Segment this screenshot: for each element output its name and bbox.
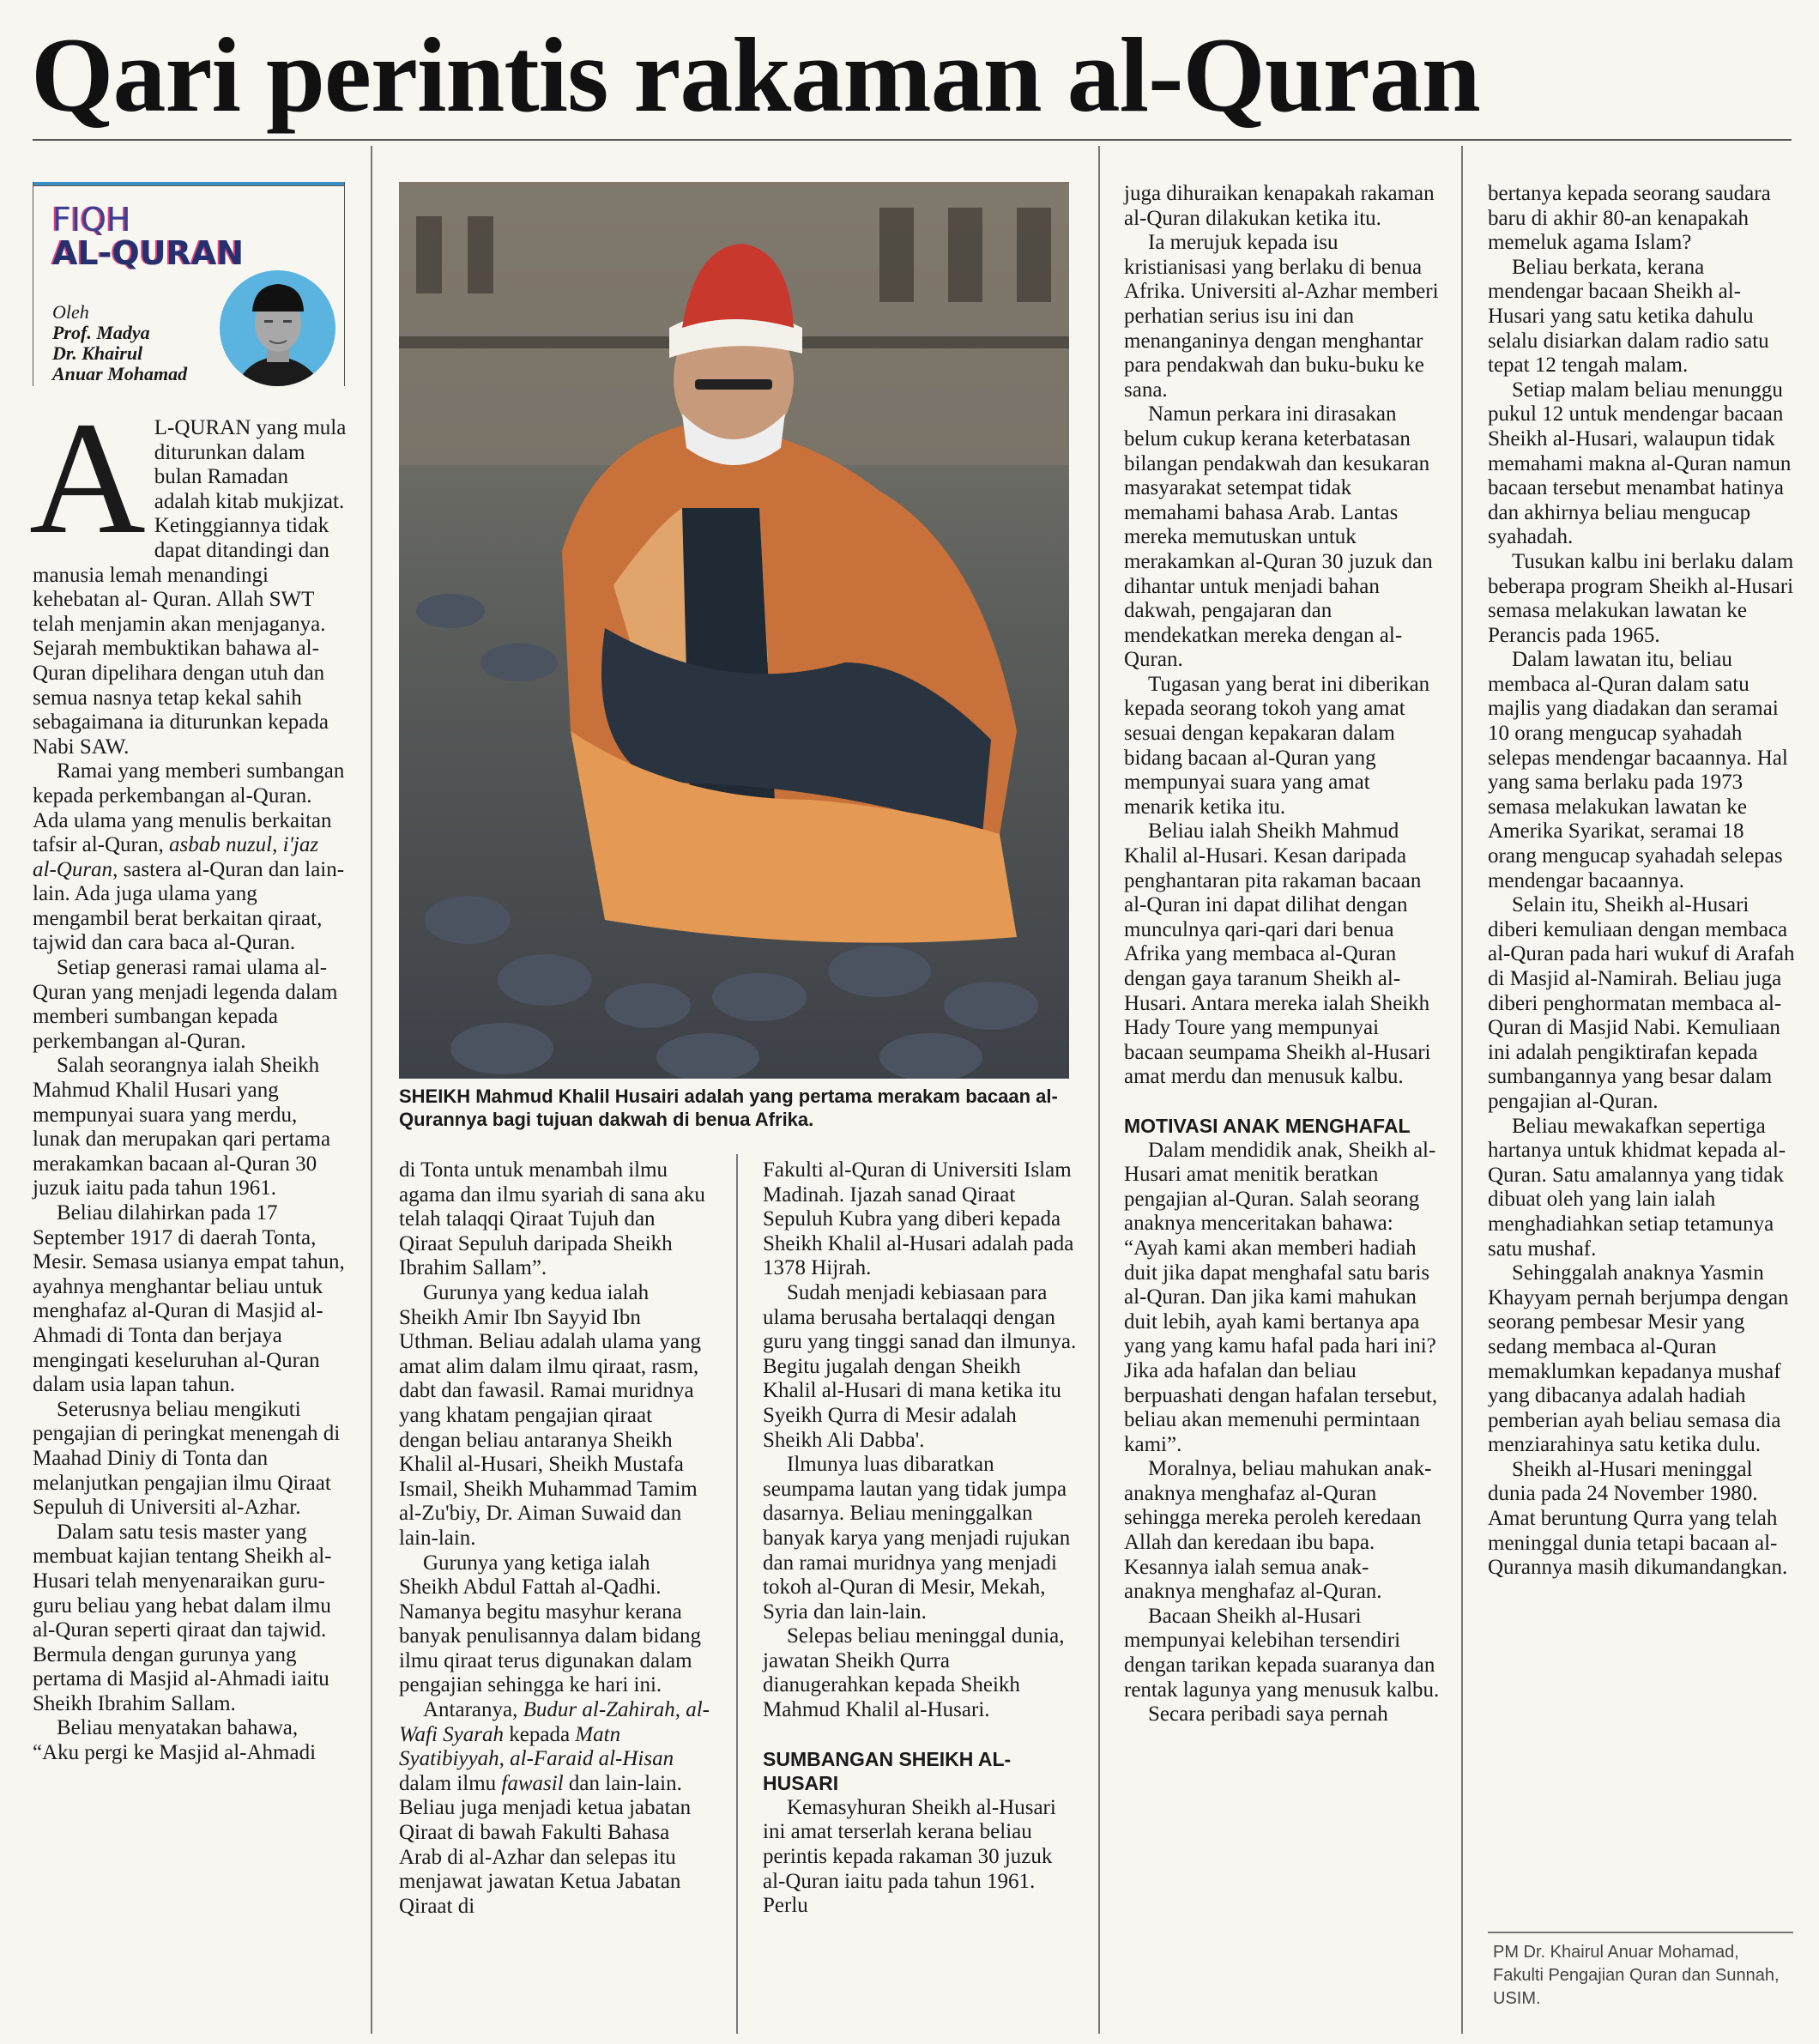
paragraph: Sheikh al-Husari meninggal dunia pada 24 November 1980. Amat beruntung Qurra yang telah meninggal dunia tetapi bacaan al-Qurannya masih dikumandangkan. bbox=[1488, 1457, 1788, 1580]
article-column-1 bbox=[29, 388, 347, 1766]
paragraph: L-QURAN yang mula diturunkan dalam bulan Ramadan adalah kitab mukjizat. Ketinggiannya tidak dapat ditandingi dan manusia lemah menandingi kehebatan al- Quran. Allah SWT telah menjamin akan menjaganya. Sejarah membuktikan bahawa al-Quran dipelihara dengan utuh dan semua nasnya tetap kekal sahih sebagaimana ia diturunkan kepada Nabi SAW. bbox=[33, 416, 347, 759]
italic-text: Matn Syatibiyyah, al-Faraid al-Hisan bbox=[399, 1722, 674, 1771]
author-portrait-icon bbox=[220, 270, 335, 386]
article-column-3 bbox=[763, 1158, 1077, 1919]
subheading: MOTIVASI ANAK MENGHAFAL bbox=[1124, 1114, 1411, 1137]
subheading: SUMBANGAN SHEIKH AL-HUSARI bbox=[763, 1747, 1012, 1795]
paragraph: Namun perkara ini dirasakan belum cukup kerana keterbatasan bilangan pendakwah dan kesukaran masyarakat setempat tidak memahami bahasa Arab. Lantas mereka memutuskan untuk merakamkan al-Quran 30 juzuk dan dihantar untuk menjadi bahan dakwah, pengajaran dan mendekatkan mereka dengan al-Quran. bbox=[1124, 402, 1433, 672]
section-label: AL-QURAN bbox=[52, 234, 245, 272]
box-accent-rule bbox=[33, 182, 344, 186]
author-name bbox=[52, 323, 215, 384]
paragraph: Sehinggalah anaknya Yasmin Khayyam pernah berjumpa dengan seorang pembesar Mesir yang sedang membaca al-Quran memaklumkan kepadanya mushaf yang dibacanya adalah hadiah pemberian ayah beliau semasa dia menziarahinya satu ketika dulu. bbox=[1488, 1261, 1789, 1457]
paragraph: Setiap generasi ramai ulama al-Quran yang menjadi legenda dalam memberi sumbangan kepada perkembangan al-Quran. bbox=[33, 956, 338, 1053]
italic-text: fawasil bbox=[501, 1771, 564, 1795]
photo-caption: SHEIKH Mahmud Khalil Husairi adalah yang pertama merakam bacaan al-Qurannya bagi tujuan dakwah di benua Afrika. bbox=[399, 1085, 1058, 1130]
paragraph: Gurunya yang ketiga ialah Sheikh Abdul Fattah al-Qadhi. Namanya begitu masyhur kerana banyak penulisannya dalam bidang ilmu qiraat terus digunakan dalam pengajian sehingga ke hari ini. bbox=[399, 1551, 701, 1697]
paragraph: Beliau ialah Sheikh Mahmud Khalil al-Husari. Kesan daripada penghantaran pita rakaman bacaan al-Quran ini dapat dilihat dengan munculnya qari-qari dari benua Afrika yang membaca al-Quran dengan gaya taranum Sheikh al-Husari. Antara mereka ialah Sheikh Hady Toure yang mempunyai bacaan seumpama Sheikh al-Husari amat merdu dan menusuk kalbu. bbox=[1124, 819, 1431, 1089]
paragraph: Selepas beliau meninggal dunia, jawatan Sheikh Qurra dianugerahkan kepada Sheikh Mahmud Khalil al-Husari. bbox=[763, 1624, 1065, 1722]
paragraph: Beliau mewakafkan sepertiga hartanya untuk khidmat kepada al-Quran. Satu amalannya yang tidak dibuat oleh yang lain ialah menghadiahkan setiap tetamunya satu mushaf. bbox=[1488, 1114, 1786, 1261]
paragraph: Sudah menjadi kebiasaan para ulama berusaha bertalaqqi dengan guru yang tinggi sanad dan ilmunya. Begitu jugalah dengan Sheikh Khalil al-Husari di mana ketika itu Syeikh Qurra di Mesir adalah Sheikh Ali Dabba'. bbox=[763, 1280, 1077, 1452]
column-divider bbox=[736, 1154, 738, 2034]
paragraph: Dalam lawatan itu, beliau membaca al-Quran dalam satu majlis yang diadakan dan seramai 10 orang mengucap syahadah selepas mendengar bacaannya. Hal yang sama berlaku pada 1973 semasa melakukan lawatan ke Amerika Syarikat, seramai 18 orang mengucap syahadah selepas mendengar bacaannya. bbox=[1488, 648, 1788, 892]
column-header-box bbox=[33, 182, 345, 386]
paragraph: di Tonta untuk menambah ilmu agama dan ilmu syariah di sana aku telah talaqqi Qiraat Tujuh dan Qiraat Sepuluh daripada Sheikh Ibrahim Sallam”. bbox=[399, 1158, 705, 1280]
paragraph: Beliau dilahirkan pada 17 September 1917 di daerah Tonta, Mesir. Semasa usianya empat tahun, ayahnya menghantar beliau untuk menghafaz al-Quran di Masjid al-Ahmadi di Tonta dan berjaya mengingati keseluruhan al-Quran dalam usia lapan tahun. bbox=[33, 1201, 345, 1397]
drop-cap: A bbox=[29, 388, 146, 567]
avatar bbox=[220, 270, 335, 386]
paragraph: Secara peribadi saya pernah bbox=[1148, 1702, 1388, 1727]
text-run: kepada bbox=[504, 1722, 576, 1746]
paragraph: Moralnya, beliau mahukan anak-anaknya menghafaz al-Quran sehingga mereka peroleh keredaan Allah dan keredaan ibu bapa. Kesannya ialah semua anak-anaknya menghafaz al-Quran. bbox=[1124, 1457, 1432, 1604]
text-run: Antaranya, bbox=[423, 1698, 523, 1722]
author-line: Anuar Mohamad bbox=[52, 363, 188, 384]
text-run: Ramai yang memberi sumbangan kepada perkembangan al-Quran. Ada ulama yang menulis berkaitan tafsir al-Quran, bbox=[33, 759, 345, 857]
paragraph: Seterusnya beliau mengikuti pengajian di peringkat menengah di Maahad Diniy di Tonta dan melanjutkan pengajian ilmu Qiraat Sepuluh di Universiti al-Azhar. bbox=[33, 1397, 341, 1520]
paragraph: Fakulti al-Quran di Universiti Islam Madinah. Ijazah sanad Qiraat Sepuluh Kubra yang diberi kepada Sheikh Khalil al-Husari adalah pada 1378 Hijrah. bbox=[763, 1158, 1074, 1280]
section-label: FIQH bbox=[52, 201, 131, 239]
paragraph: Kemasyhuran Sheikh al-Husari ini amat terserlah kerana beliau perintis kepada rakaman 30 juzuk al-Quran iaitu pada tahun 1961. Perlu bbox=[763, 1795, 1056, 1918]
author-line: Prof. Madya bbox=[52, 322, 150, 343]
italic-text: Budur al-Zahirah, al-Wafi Syarah bbox=[399, 1698, 710, 1746]
paragraph: Beliau menyatakan bahawa, “Aku pergi ke Masjid al-Ahmadi bbox=[33, 1716, 317, 1765]
text-run: dan lain-lain. Beliau juga menjadi ketua jabatan Qiraat di bawah Fakulti Bahasa Arab di al-Azhar dan selepas itu menjawat jawatan Ketua Jabatan Qiraat di bbox=[399, 1771, 692, 1918]
article-column-2 bbox=[399, 1158, 713, 1919]
paragraph: Salah seorangnya ialah Sheikh Mahmud Khalil Husari yang mempunyai suara yang merdu, lunak dan merupakan qari pertama merakamkan bacaan al-Quran 30 juzuk iaitu pada tahun 1961. bbox=[33, 1054, 331, 1200]
paragraph: Beliau berkata, kerana mendengar bacaan Sheikh al-Husari yang satu ketika dahulu selalu disiarkan dalam radio satu tepat 12 tengah malam. bbox=[1488, 255, 1769, 378]
paragraph bbox=[399, 1698, 713, 1919]
paragraph: juga dihuraikan kenapakah rakaman al-Quran dilakukan ketika itu. bbox=[1124, 182, 1435, 230]
paragraph: Dalam satu tesis master yang membuat kajian tentang Sheikh al-Husari telah menyenaraikan guru-guru beliau yang hebat dalam ilmu al-Quran seperti qiraat dan tajwid. Bermula dengan gurunya yang pertama di Masjid al-Ahmadi iaitu Sheikh Ibrahim Sallam. bbox=[33, 1520, 332, 1715]
headline-rule bbox=[33, 139, 1792, 141]
paragraph: Setiap malam beliau menunggu pukul 12 untuk mendengar bacaan Sheikh al-Husari, walaupun tidak memahami makna al-Quran namun bacaan tersebut menambat hatinya dan akhirnya beliau mengucap syahadah. bbox=[1488, 378, 1792, 549]
article-column-4 bbox=[1124, 182, 1440, 1727]
sheikh-photo-icon bbox=[399, 182, 1069, 1079]
paragraph: Selain itu, Sheikh al-Husari diberi kemuliaan dengan membaca al-Quran pada hari wukuf di Arafah di Masjid al-Namirah. Beliau juga diberi penghormatan membaca al-Quran di Masjid Nabi. Kemuliaan ini adalah pengiktirafan kepada sumbangannya yang besar dalam pengajian al-Quran. bbox=[1488, 893, 1795, 1113]
paragraph: Tusukan kalbu ini berlaku dalam beberapa program Sheikh al-Husari semasa melakukan lawatan ke Perancis pada 1965. bbox=[1488, 549, 1794, 647]
article-column-5 bbox=[1488, 182, 1797, 1581]
column-divider bbox=[1098, 146, 1100, 2034]
column-divider bbox=[1461, 146, 1463, 2034]
paragraph: Dalam mendidik anak, Sheikh al-Husari amat menitik beratkan pengajian al-Quran. Salah seorang anaknya menceritakan bahawa: “Ayah kami akan memberi hadiah duit jika dapat menghafal satu baris al-Quran. Dan jika kami mahukan duit lebih, ayah kami bertanya apa yang yang kamu hafal pada hari ini? Jika ada hafalan dan beliau berpuashati dengan hafalan tersebut, beliau akan memenuhi permintaan kami”. bbox=[1124, 1138, 1438, 1456]
paragraph: Gurunya yang kedua ialah Sheikh Amir Ibn Sayyid Ibn Uthman. Beliau adalah ulama yang amat alim dalam ilmu qiraat, rasm, dabt dan fawasil. Ramai muridnya yang khatam pengajian qiraat dengan beliau antaranya Sheikh Khalil al-Husari, Sheikh Mustafa Ismail, Sheikh Muhammad Tamim al-Zu'biy, Dr. Aiman Suwaid dan lain-lain. bbox=[399, 1280, 701, 1550]
column-divider bbox=[371, 146, 372, 2034]
article-photo bbox=[399, 182, 1069, 1079]
paragraph: Ia merujuk kepada isu kristianisasi yang berlaku di benua Afrika. Universiti al-Azhar memberi perhatian serius isu ini dan menanganinya dengan menghantar para pendakwah dan buku-buku ke sana. bbox=[1124, 231, 1439, 402]
paragraph: bertanya kepada seorang saudara baru di akhir 80-an kenapakah memeluk agama Islam? bbox=[1488, 182, 1771, 255]
paragraph: Ilmunya luas dibaratkan seumpama lautan yang tidak jumpa dasarnya. Beliau meninggalkan banyak karya yang menjadi rujukan dan ramai muridnya yang menjadi tokoh al-Quran di Mesir, Mekah, Syria dan lain-lain. bbox=[763, 1453, 1071, 1624]
text-run: dalam ilmu bbox=[399, 1771, 502, 1795]
text-run: , sastera al-Quran dan lain-lain. Ada juga ulama yang mengambil berat berkaitan qiraat, tajwid dan cara baca al-Quran. bbox=[33, 857, 345, 955]
paragraph bbox=[33, 759, 347, 956]
paragraph: Tugasan yang berat ini diberikan kepada seorang tokoh yang amat sesuai dengan kepakaran dalam bidang bacaan al-Quran yang mempunyai suara yang amat menarik ketika itu. bbox=[1124, 672, 1430, 819]
byline-prefix: Oleh bbox=[52, 301, 89, 323]
headline: Qari perintis rakaman al-Quran bbox=[31, 16, 1480, 134]
paragraph: Bacaan Sheikh al-Husari mempunyai kelebihan tersendiri dengan tarikan kepada suaranya dan rentak lagunya yang menusuk kalbu. bbox=[1124, 1604, 1440, 1702]
author-line: Dr. Khairul bbox=[52, 342, 143, 364]
author-bio: PM Dr. Khairul Anuar Mohamad, Fakulti Pengajian Quran dan Sunnah, USIM. bbox=[1493, 1943, 1780, 2008]
italic-text: asbab nuzul, i'jaz al-Quran bbox=[33, 833, 319, 881]
bio-divider bbox=[1488, 1932, 1793, 1933]
